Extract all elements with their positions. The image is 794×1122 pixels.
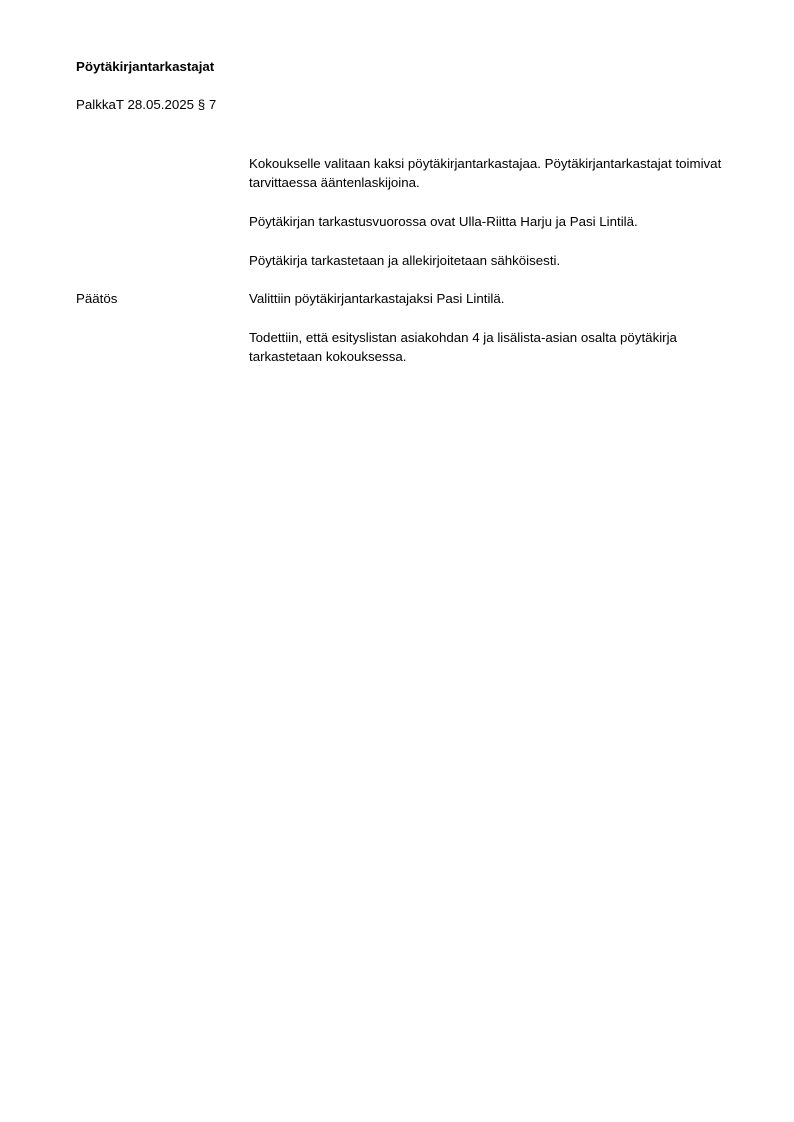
decision-paragraph-2: Todettiin, että esityslistan asiakohdan 4 ja lisälista-asian osalta pöytäkirja tarkastetaan kokouksessa.: [249, 330, 677, 364]
body-paragraph-2: Pöytäkirjan tarkastusvuorossa ovat Ulla-Riitta Harju ja Pasi Lintilä.: [249, 214, 638, 229]
decision-paragraph-1: Valittiin pöytäkirjantarkastajaksi Pasi Lintilä.: [249, 291, 505, 306]
document-title: Pöytäkirjantarkastajat: [76, 59, 215, 74]
body-paragraph-3: Pöytäkirja tarkastetaan ja allekirjoitetaan sähköisesti.: [249, 253, 561, 268]
document-reference: PalkkaT 28.05.2025 § 7: [76, 97, 217, 112]
decision-label: Päätös: [76, 291, 118, 306]
body-paragraph-1: Kokoukselle valitaan kaksi pöytäkirjantarkastajaa. Pöytäkirjantarkastajat toimivat tarvittaessa ääntenlaskijoina.: [249, 156, 722, 190]
